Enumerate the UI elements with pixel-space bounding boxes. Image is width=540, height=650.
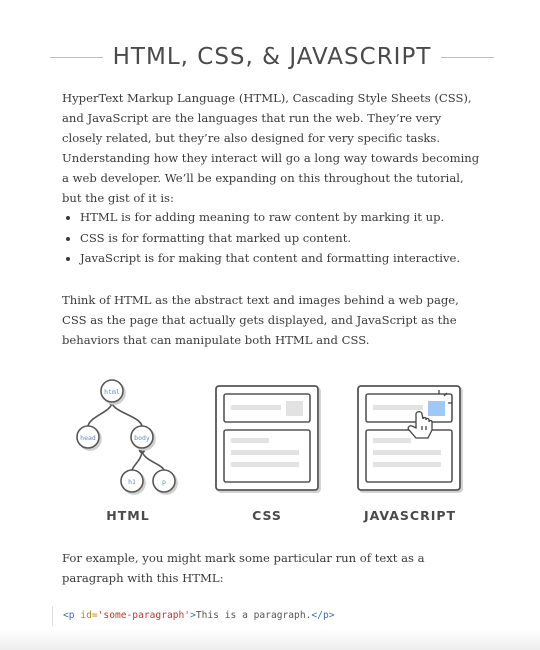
- code-tag-close: >: [190, 610, 196, 621]
- heading-rule-right: [441, 57, 494, 58]
- svg-text:p: p: [162, 478, 166, 486]
- tree-node-p: [153, 470, 175, 492]
- code-open-tag: <p: [63, 610, 81, 621]
- section-heading-row: [50, 40, 494, 74]
- code-text: This is a paragraph.: [195, 610, 312, 621]
- tree-node-h1: [121, 470, 143, 492]
- code-attribute-value: 'some-paragraph': [97, 610, 191, 621]
- figure-label-javascript: JAVASCRIPT: [363, 508, 457, 523]
- bullet-list: [62, 207, 500, 269]
- list-item: • CSS is for formatting that marked up content.: [80, 228, 500, 249]
- svg-text:head: head: [80, 434, 96, 442]
- code-end-tag: </p>: [311, 610, 335, 621]
- heading-rule-left: [50, 57, 103, 58]
- code-attribute: id=: [80, 610, 98, 621]
- interactive-page-icon: [358, 386, 460, 490]
- list-item: • HTML is for adding meaning to raw content by marking it up.: [80, 207, 500, 228]
- tree-node-body: [131, 426, 153, 448]
- example-paragraph: For example, you might mark some particular run of text as a paragraph with this HTML:: [62, 551, 425, 585]
- list-item: • JavaScript is for making that content and formatting interactive.: [80, 248, 500, 269]
- figure-label-html: HTML: [106, 508, 150, 523]
- svg-text:html: html: [104, 388, 120, 396]
- page-layout-icon: [216, 386, 318, 490]
- page-title: HTML, CSS, & JAVASCRIPT: [112, 44, 432, 70]
- code-block: [52, 606, 335, 626]
- tree-node-head: [77, 426, 99, 448]
- figure-label-css: CSS: [252, 508, 282, 523]
- intro-paragraph: HyperText Markup Language (HTML), Cascading Style Sheets (CSS), and JavaScript are the languages that run the web. They’re very closely related, but they’re also designed for very specific tasks. Understanding how they interact will go a long way towards becoming a web developer. We’ll be expanding on this throughout the tutorial, but the gist of it is:: [62, 91, 480, 205]
- svg-text:h1: h1: [128, 478, 136, 486]
- explanation-paragraph: Think of HTML as the abstract text and images behind a web page, CSS as the page that actually gets displayed, and JavaScript as the behaviors that can manipulate both HTML and CSS.: [62, 293, 459, 347]
- svg-text:body: body: [134, 434, 150, 442]
- tree-node-html: [101, 380, 123, 402]
